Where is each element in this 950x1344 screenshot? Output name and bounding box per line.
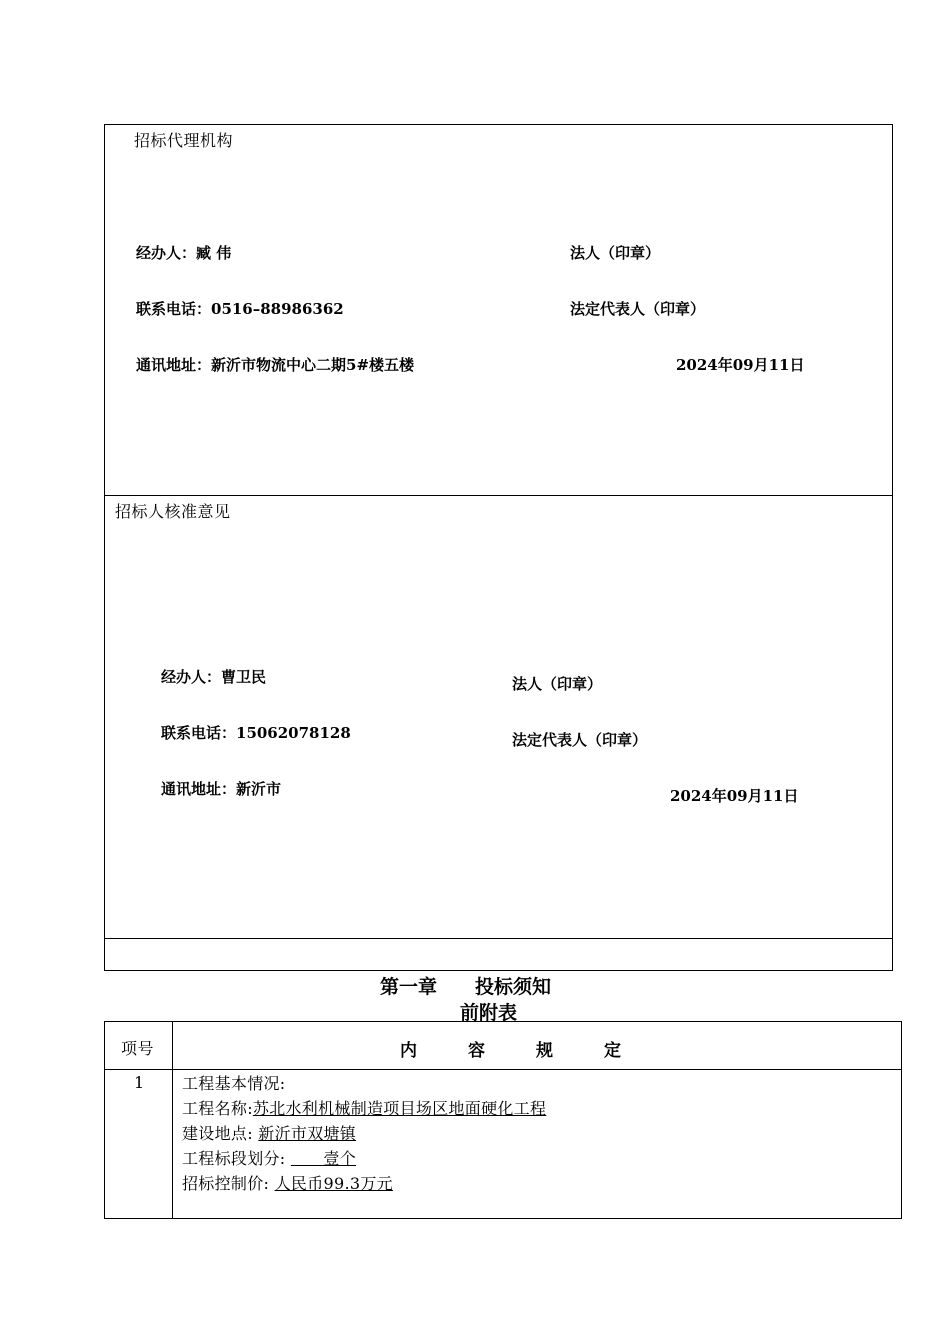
agency-legal-rep: 法定代表人（印章） [570,300,706,318]
table-row-number: 1 [134,1073,145,1092]
price-value: 人民币99.3万元 [274,1174,393,1193]
agency-section-label: 招标代理机构 [134,131,234,150]
sections-label: 工程标段划分: [182,1149,286,1168]
table-header-content: 内 容 规 定 [400,1041,621,1061]
tenderer-phone: 联系电话：15062078128 [161,724,351,742]
chapter-title: 第一章 投标须知 [380,976,552,998]
table-header-item-no: 项号 [121,1039,155,1058]
sections-line [182,1146,546,1171]
agency-legal-person: 法人（印章） [570,244,661,262]
price-line [182,1171,546,1196]
tenderer-legal-person: 法人（印章） [512,675,603,693]
tenderer-address: 通讯地址：新沂市 [161,780,282,798]
agency-address: 通讯地址：新沂市物流中心二期5#楼五楼 [136,356,415,374]
tenderer-section-label: 招标人核准意见 [115,502,231,521]
table-column-divider [172,1021,173,1219]
table-header-divider [104,1069,902,1070]
agency-phone: 联系电话：0516–88986362 [136,300,344,318]
agency-handler: 经办人：臧 伟 [136,244,232,262]
tenderer-handler: 经办人：曹卫民 [161,668,267,686]
price-label: 招标控制价: [182,1174,270,1193]
sections-value: 壹个 [290,1149,357,1168]
agency-date: 2024年09月11日 [676,356,805,374]
project-name-value: 苏北水利机械制造项目场区地面硬化工程 [252,1099,547,1118]
location-line [182,1121,546,1146]
project-name-label: 工程名称: [182,1099,253,1118]
form-divider [104,495,893,496]
project-name-line [182,1096,546,1121]
tenderer-date: 2024年09月11日 [670,787,799,805]
work-info-heading: 工程基本情况: [182,1074,286,1093]
form-divider-bottom [104,938,893,939]
location-label: 建设地点: [182,1124,253,1143]
tenderer-legal-rep: 法定代表人（印章） [512,731,648,749]
table-row-content [182,1071,546,1196]
location-value: 新沂市双塘镇 [258,1124,357,1143]
chapter-subtitle: 前附表 [460,1002,518,1024]
